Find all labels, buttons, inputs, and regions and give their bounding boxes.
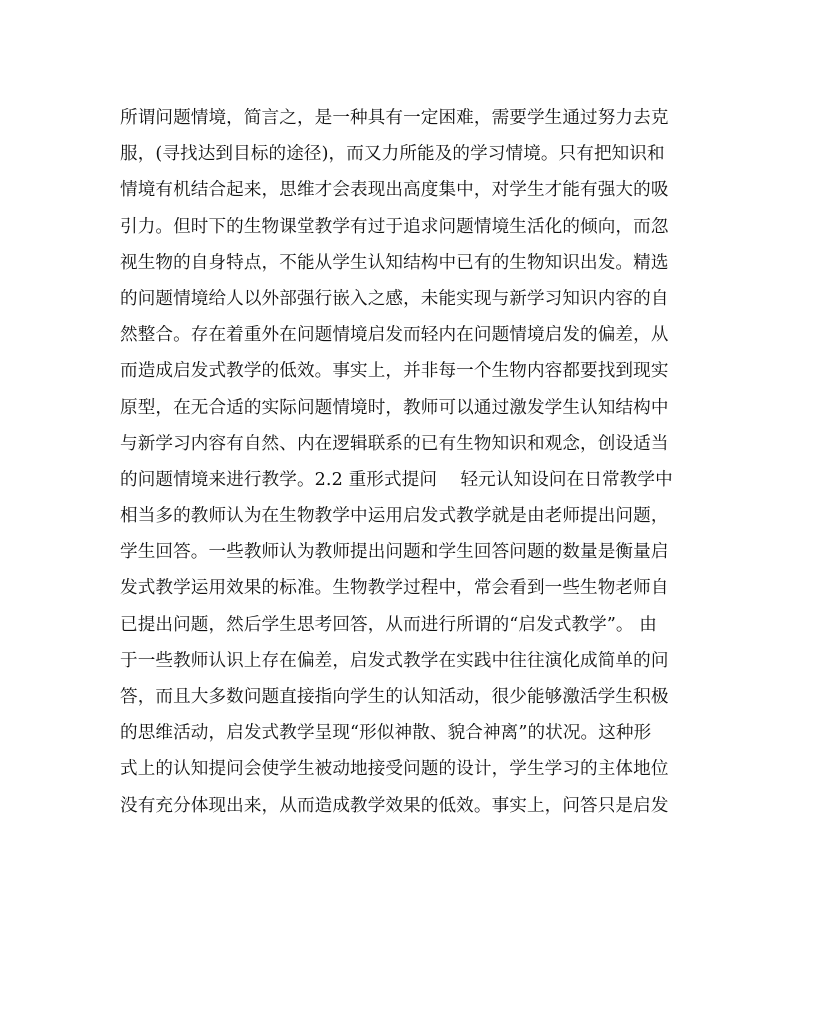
text-line: 服，(寻找达到目标的途径)，而又力所能及的学习情境。只有把知识和	[120, 144, 665, 165]
text-line: 视生物的自身特点，不能从学生认知结构中已有的生物知识出发。精选	[120, 252, 669, 273]
text-line: 的问题情境给人以外部强行嵌入之感，未能实现与新学习知识内容的自	[120, 288, 669, 309]
text-line: 情境有机结合起来，思维才会表现出高度集中，对学生才能有强大的吸	[120, 180, 669, 201]
text-line: 原型，在无合适的实际问题情境时，教师可以通过激发学生认知结构中	[120, 397, 669, 418]
text-line: 学生回答。一些教师认为教师提出问题和学生回答问题的数量是衡量启	[120, 542, 669, 563]
body-text	[120, 100, 720, 824]
text-line: 式上的认知提问会使学生被动地接受问题的设计，学生学习的主体地位	[120, 759, 669, 780]
text-line: 已提出问题，然后学生思考回答，从而进行所谓的“启发式教学”。 由	[120, 614, 658, 635]
text-line: 然整合。存在着重外在问题情境启发而轻内在问题情境启发的偏差，从	[120, 325, 669, 346]
text-line: 所谓问题情境，简言之，是一种具有一定困难，需要学生通过努力去克	[120, 108, 669, 128]
text-line: 的思维活动，启发式教学呈现“形似神散、貌合神离”的状况。这种形	[120, 723, 652, 744]
text-line: 的问题情境来进行教学。2.2 重形式提问 轻元认知设问在日常教学中	[120, 469, 673, 490]
text-line: 发式教学运用效果的标准。生物教学过程中，常会看到一些生物老师自	[120, 578, 669, 599]
text-line: 于一些教师认识上存在偏差，启发式教学在实践中往往演化成简单的问	[120, 650, 669, 671]
text-line: 与新学习内容有自然、内在逻辑联系的已有生物知识和观念，创设适当	[120, 433, 669, 454]
text-line: 相当多的教师认为在生物教学中运用启发式教学就是由老师提出问题，	[120, 506, 669, 527]
text-line: 而造成启发式教学的低效。事实上，并非每一个生物内容都要找到现实	[120, 361, 669, 382]
text-line: 引力。但时下的生物课堂教学有过于追求问题情境生活化的倾向，而忽	[120, 216, 669, 237]
text-line: 答，而且大多数问题直接指向学生的认知活动，很少能够激活学生积极	[120, 687, 669, 707]
text-line: 没有充分体现出来，从而造成教学效果的低效。事实上，问答只是启发	[120, 795, 669, 816]
